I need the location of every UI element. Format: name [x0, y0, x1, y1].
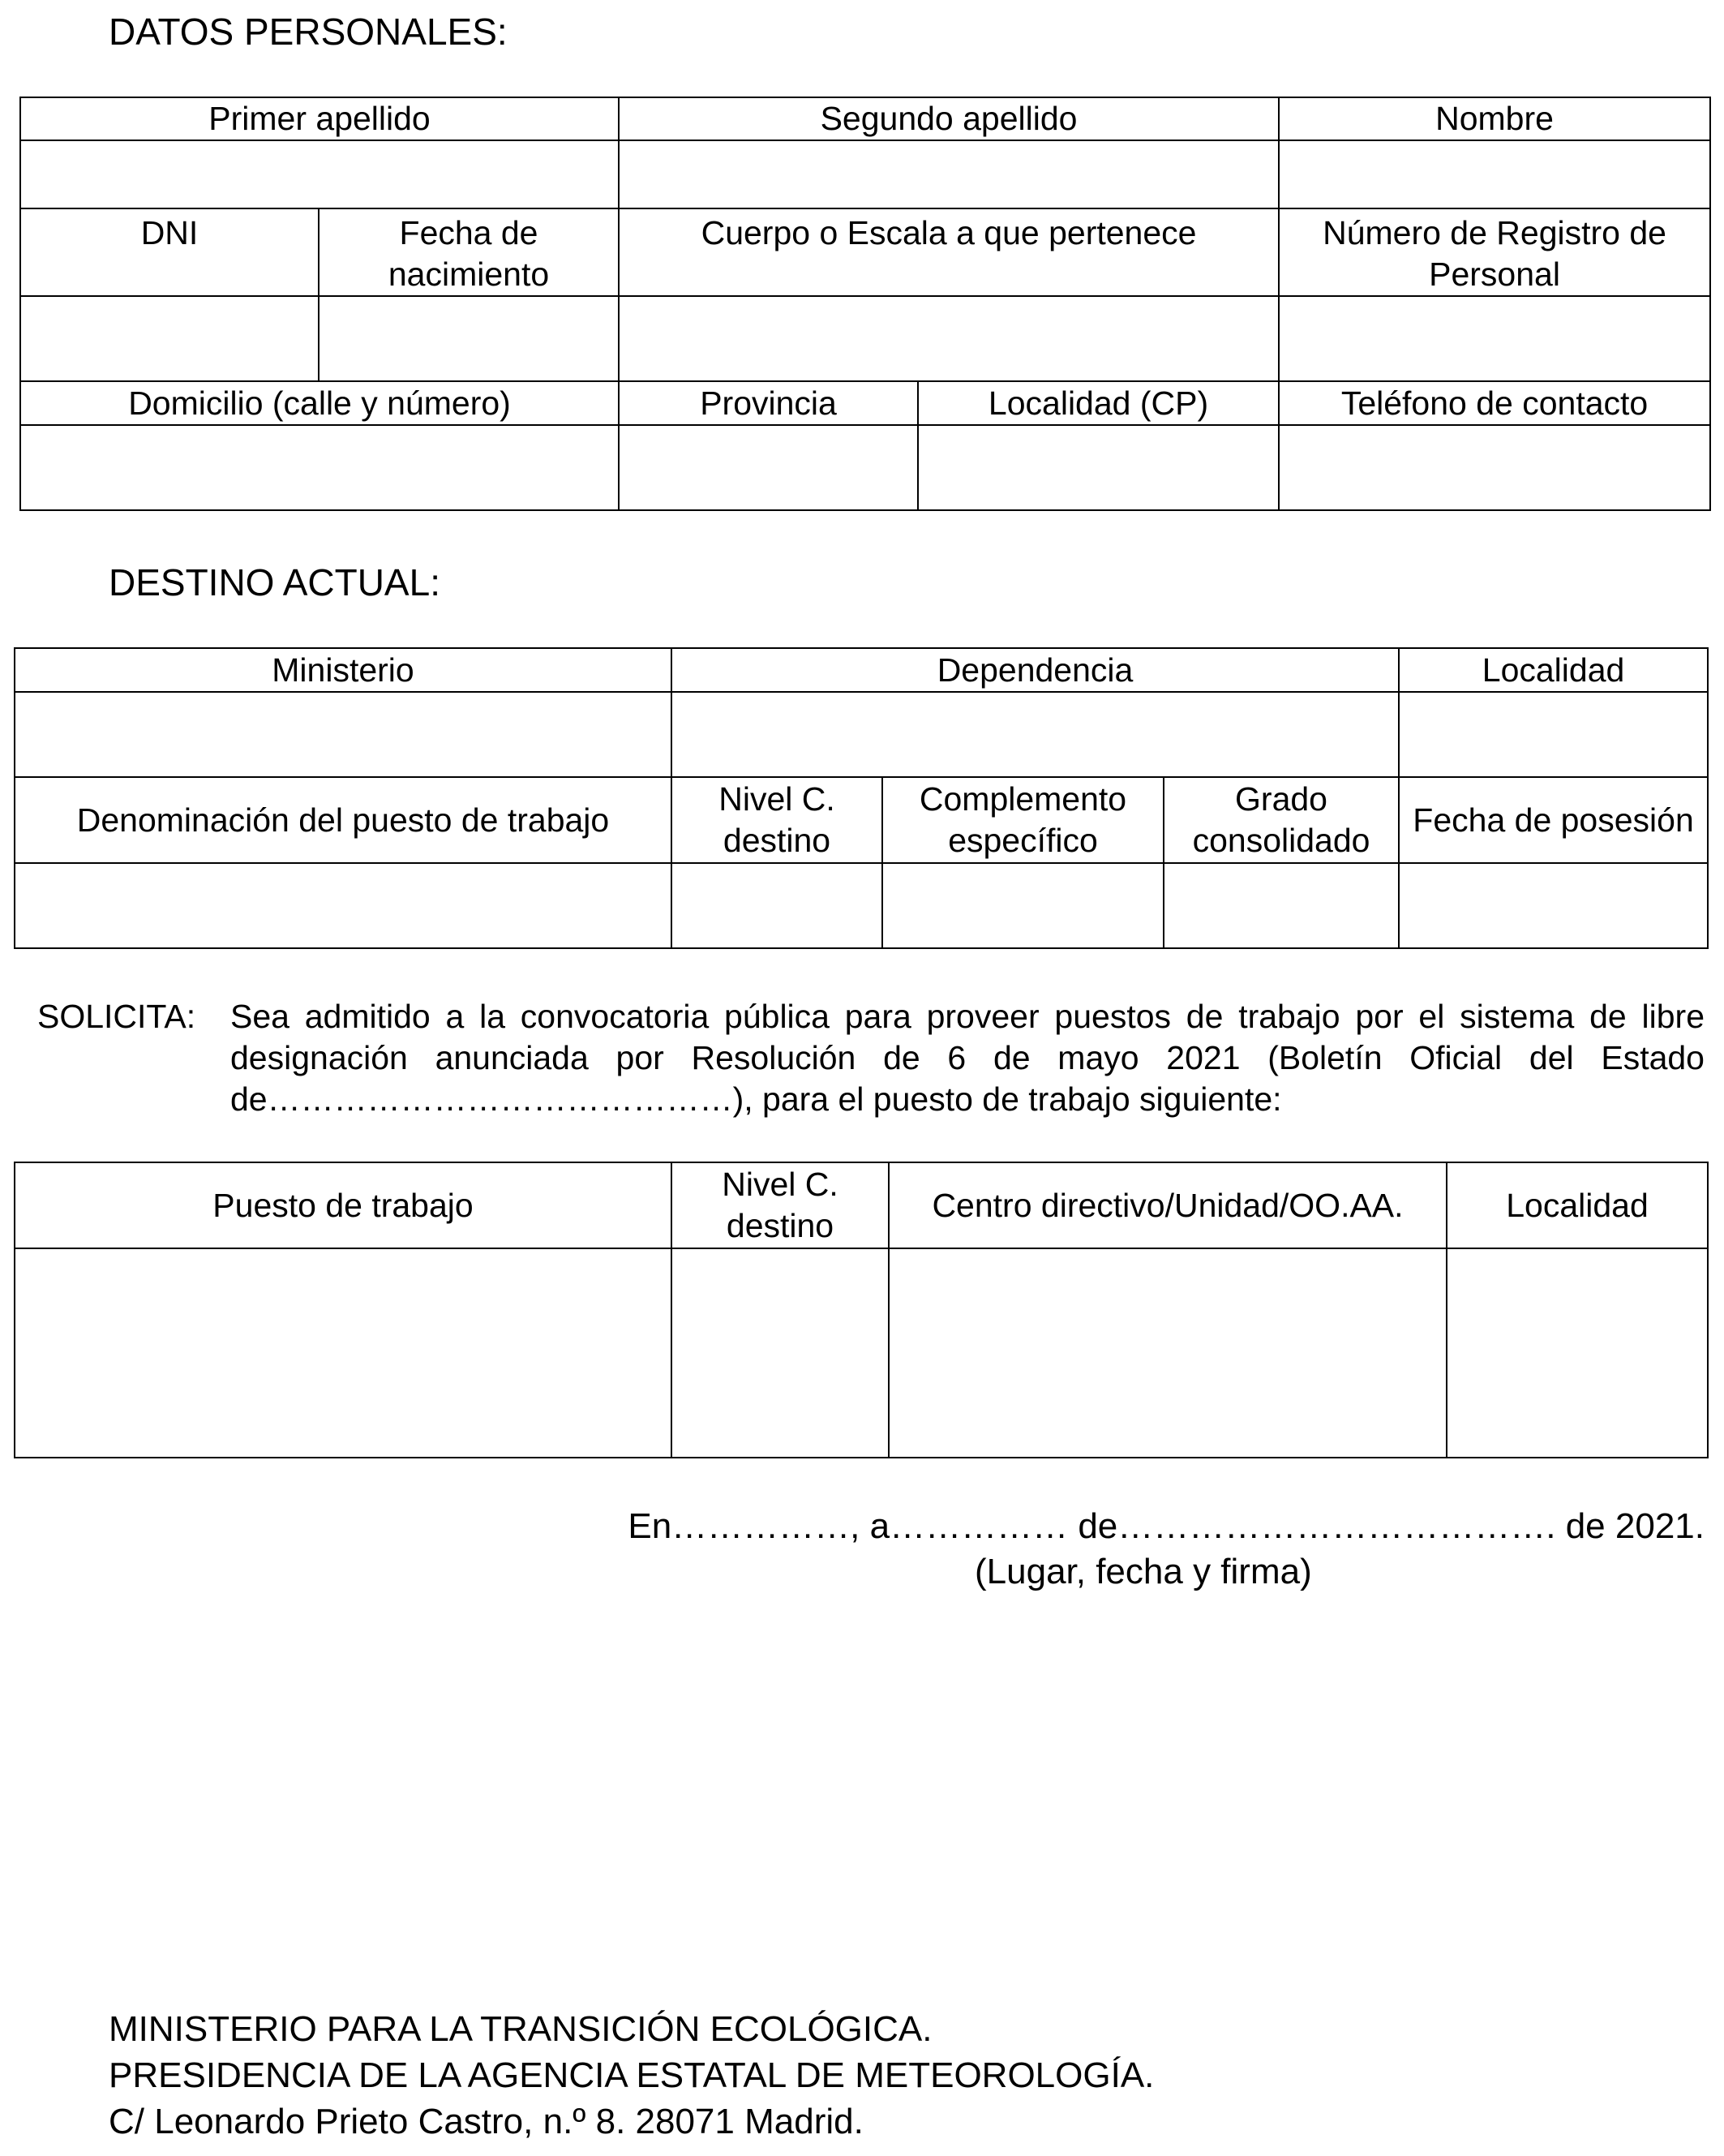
fecha-nacimiento-label: Fecha de nacimiento	[319, 208, 619, 296]
dni-field[interactable]	[20, 296, 319, 381]
complemento-field[interactable]	[882, 863, 1164, 948]
segundo-apellido-field[interactable]	[619, 140, 1279, 208]
domicilio-field[interactable]	[20, 425, 619, 510]
cuerpo-escala-field[interactable]	[619, 296, 1279, 381]
localidad-cp-label: Localidad (CP)	[918, 381, 1279, 425]
numero-registro-label: Número de Registro de Personal	[1279, 208, 1710, 296]
nombre-field[interactable]	[1279, 140, 1710, 208]
telefono-field[interactable]	[1279, 425, 1710, 510]
nivel-solicitado-label: Nivel C. destino	[671, 1162, 889, 1248]
localidad-solicitada-label: Localidad	[1447, 1162, 1708, 1248]
centro-directivo-label: Centro directivo/Unidad/OO.AA.	[889, 1162, 1447, 1248]
localidad-field[interactable]	[1399, 692, 1708, 777]
nivel-destino-field[interactable]	[671, 863, 882, 948]
denominacion-field[interactable]	[15, 863, 671, 948]
provincia-label: Provincia	[619, 381, 918, 425]
nivel-destino-label: Nivel C. destino	[671, 777, 882, 863]
cuerpo-escala-label: Cuerpo o Escala a que pertenece	[619, 208, 1279, 296]
footer-address: C/ Leonardo Prieto Castro, n.º 8. 28071 Madrid.	[109, 2102, 864, 2141]
domicilio-label: Domicilio (calle y número)	[20, 381, 619, 425]
primer-apellido-field[interactable]	[20, 140, 619, 208]
segundo-apellido-label: Segundo apellido	[619, 97, 1279, 140]
datos-personales-heading: DATOS PERSONALES:	[109, 11, 508, 53]
nivel-solicitado-field[interactable]	[671, 1248, 889, 1458]
localidad-solicitada-field[interactable]	[1447, 1248, 1708, 1458]
complemento-label: Complemento específico	[882, 777, 1164, 863]
grado-field[interactable]	[1164, 863, 1399, 948]
footer-presidency: PRESIDENCIA DE LA AGENCIA ESTATAL DE METEOROLOGÍA.	[109, 2055, 1155, 2095]
solicita-text: Sea admitido a la convocatoria pública para proveer puestos de trabajo por el sistema de libre designación anunciada por Resolución de 6 de mayo 2021 (Boletín Oficial del Estado de……………………………………), para el puesto de trabajo siguiente:	[230, 998, 1705, 1118]
solicita-label: SOLICITA:	[37, 998, 196, 1035]
puesto-trabajo-label: Puesto de trabajo	[15, 1162, 671, 1248]
destino-actual-table	[14, 647, 1709, 949]
numero-registro-field[interactable]	[1279, 296, 1710, 381]
nombre-label: Nombre	[1279, 97, 1710, 140]
fecha-posesion-field[interactable]	[1399, 863, 1708, 948]
provincia-field[interactable]	[619, 425, 918, 510]
dni-label: DNI	[20, 208, 319, 296]
dependencia-field[interactable]	[671, 692, 1399, 777]
destino-actual-heading: DESTINO ACTUAL:	[109, 561, 440, 603]
ministerio-label: Ministerio	[15, 648, 671, 692]
primer-apellido-label: Primer apellido	[20, 97, 619, 140]
puesto-trabajo-field[interactable]	[15, 1248, 671, 1458]
telefono-label: Teléfono de contacto	[1279, 381, 1710, 425]
localidad-cp-field[interactable]	[918, 425, 1279, 510]
grado-label: Grado consolidado	[1164, 777, 1399, 863]
datos-personales-table	[19, 97, 1711, 511]
fecha-nacimiento-field[interactable]	[319, 296, 619, 381]
denominacion-label: Denominación del puesto de trabajo	[15, 777, 671, 863]
signature-line: En……………, a…………… de………………………………. de 2021.	[628, 1506, 1705, 1546]
ministerio-field[interactable]	[15, 692, 671, 777]
dependencia-label: Dependencia	[671, 648, 1399, 692]
footer-ministry: MINISTERIO PARA LA TRANSICIÓN ECOLÓGICA.	[109, 2009, 933, 2049]
signature-hint: (Lugar, fecha y firma)	[975, 1552, 1312, 1591]
centro-directivo-field[interactable]	[889, 1248, 1447, 1458]
puesto-solicitado-table	[14, 1162, 1709, 1458]
localidad-label: Localidad	[1399, 648, 1708, 692]
fecha-posesion-label: Fecha de posesión	[1399, 777, 1708, 863]
